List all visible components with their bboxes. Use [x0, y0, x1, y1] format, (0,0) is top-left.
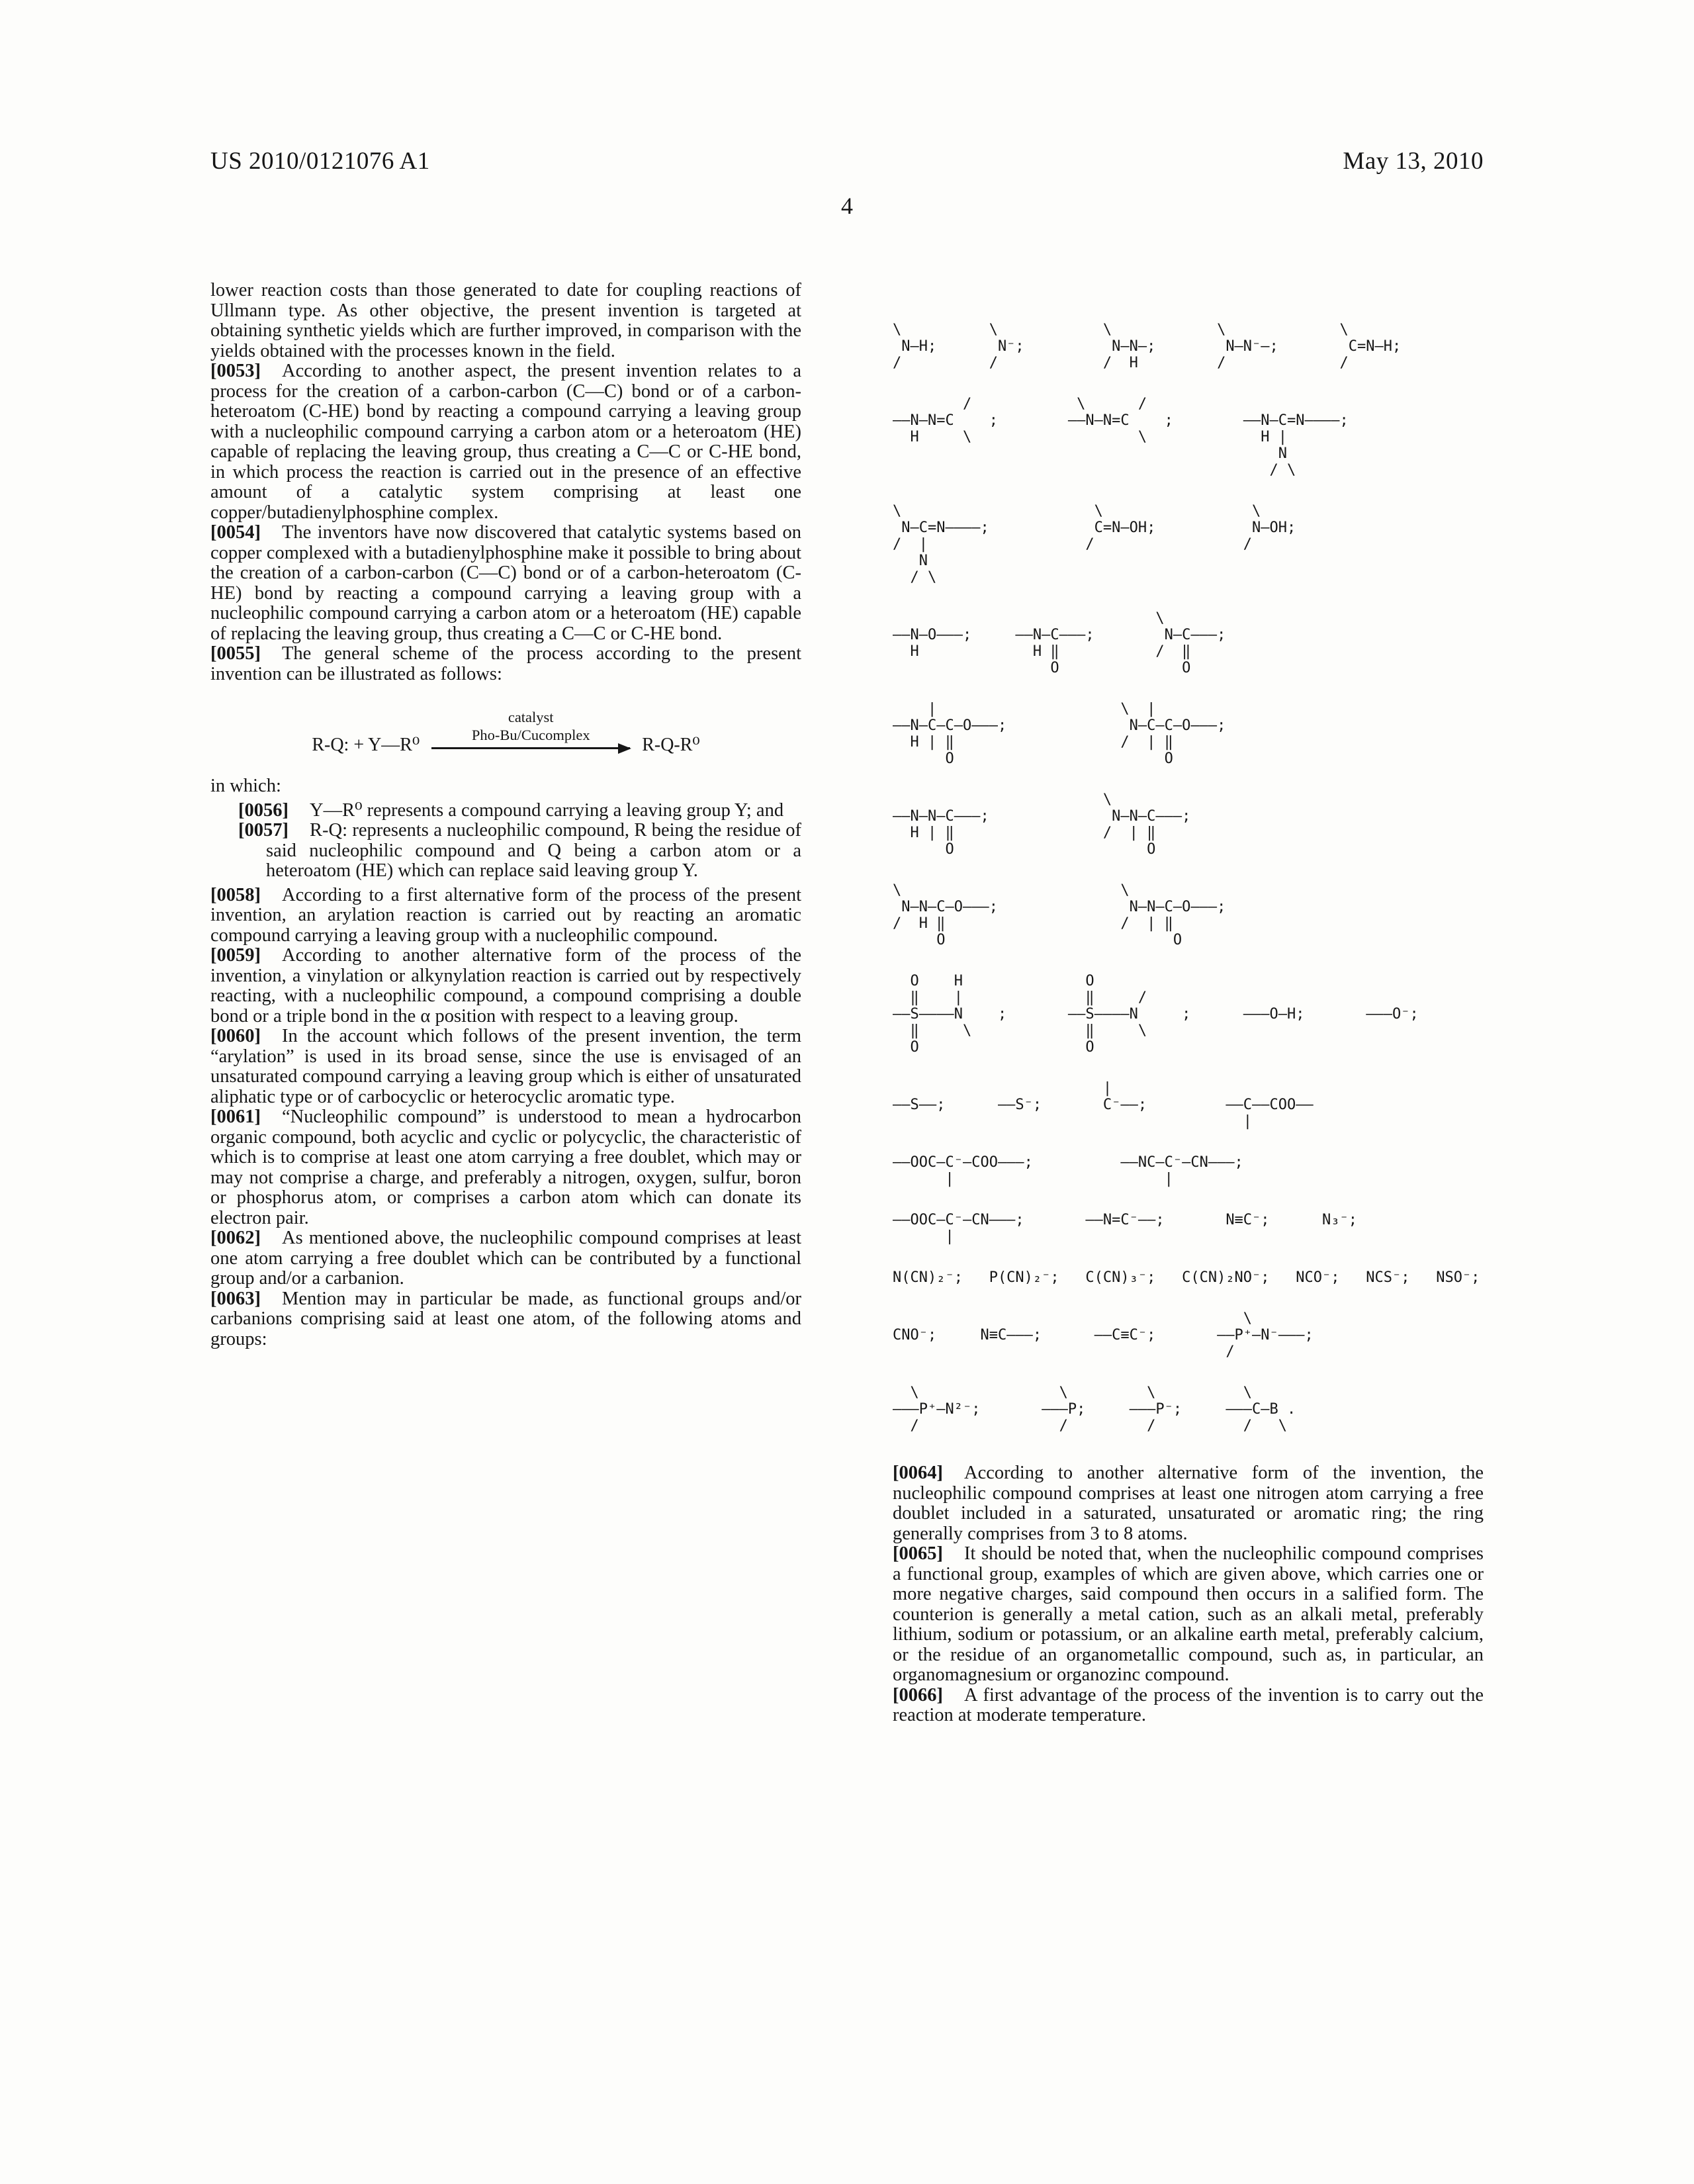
- paragraph-text: The general scheme of the process according to the present invention can be illustrated as follows:: [210, 643, 801, 684]
- structure-row-thio-carbanions: | ——S——; ——S⁻; C⁻——; ——C——COO—— |: [893, 1080, 1314, 1130]
- paragraph-text: According to another alternative form of the process of the invention, a vinylation or alkynylation reaction is carried out by respectively reacting, with a nucleophilic compound, a compound comprising a double bond or a triple bond in the α position with respect to a leaving group.: [210, 945, 801, 1026]
- structure-row-sulfonamides-hydroxyl: O H O ‖ | ‖ / ——S————N ; ——S————N ; ———O—H; ———O⁻; ‖ \ ‖ \ O O: [893, 973, 1419, 1056]
- paragraph-tag: [0061]: [210, 1107, 261, 1127]
- paragraph-tag: [0062]: [210, 1228, 261, 1248]
- paragraph-tag: [0059]: [210, 945, 261, 966]
- scheme-arrow: [431, 708, 630, 756]
- paragraph-text: Mention may in particular be made, as functional groups and/or carbanions comprising said at least one atom, of the following atoms and groups:: [210, 1288, 801, 1349]
- paragraph-text: According to another aspect, the present invention relates to a process for the creation of a carbon-carbon (C—C) bond or of a carbon-heteroatom (C-HE) bond by reacting a compound carrying a leaving group with a nucleophilic compound carrying a carbon atom or a heteroatom (HE) capable of replacing the leaving group, thus creating a C—C or C-HE bond, in which process the reaction is carried out in the presence of an effective amount of a catalytic system comprising at least one copper/butadienylphosphine complex.: [210, 361, 801, 523]
- structure-row-cyanoacetate-nitrile-azide: ——OOC—C⁻—CN———; ——N=C⁻——; N≡C⁻; N₃⁻; |: [893, 1212, 1357, 1245]
- scheme-catalyst-line2: Pho-Bu/Cucomplex: [471, 727, 590, 743]
- paragraph-0063: [210, 1289, 801, 1350]
- reaction-arrow-icon: [431, 747, 630, 749]
- paragraph-text: A first advantage of the process of the invention is to carry out the reaction at moderate temperature.: [893, 1684, 1484, 1725]
- paragraph-tag: [0064]: [893, 1463, 943, 1483]
- chemical-structures-list: [893, 281, 1484, 1434]
- paragraph-tag: [0060]: [210, 1026, 261, 1046]
- patent-number: US 2010/0121076 A1: [210, 148, 430, 175]
- structure-row-hydrazides: \ ——N—N—C———; N—N—C———; H | ‖ / | ‖ O O: [893, 792, 1191, 858]
- paragraph-tag: [0053]: [210, 361, 261, 381]
- publication-date: May 13, 2010: [1343, 148, 1484, 175]
- paragraph-0055: [210, 644, 801, 684]
- scheme-reactants: R-Q: + Y—R⁰: [312, 734, 420, 755]
- definitions-block: [210, 801, 801, 882]
- structure-row-hydrazide-esters: \ \ N—N—C—O———; N—N—C—O———; / H ‖ / | ‖ O O: [893, 882, 1226, 948]
- paragraph-0060: [210, 1026, 801, 1107]
- paragraph-continuation: [210, 281, 801, 361]
- paragraph-text: The inventors have now discovered that catalytic systems based on copper complexed with a butadienylphosphine make it possible to bring about the creation of a carbon-carbon (C—C) bond or of a carbon-heteroatom (C-HE) bond by reacting a compound carrying a leaving group with a nucleophilic compound carrying a carbon atom or a heteroatom (HE) capable of replacing the leaving group, thus creating a C—C or C-HE bond.: [210, 522, 801, 644]
- structure-row-amino-esters: | \ | ——N—C—C—O———; N—C—C—O———; H | ‖ / | ‖ O O: [893, 701, 1226, 767]
- paragraph-text: It should be noted that, when the nucleophilic compound comprises a functional group, examples of which are given above, which carries one or more negative charges, said compound then occurs in a salified form. The counterion is generally a metal cation, such as an alkali metal, preferably lithium, sodium or potassium, or an alkaline earth metal, preferably calcium, or the residue of an organometallic compound, such as, in particular, an organomagnesium or organozinc compound.: [893, 1543, 1484, 1685]
- paragraph-0058: [210, 886, 801, 946]
- structure-row-phosphines-borane: \ \ \ \ ———P⁺—N²⁻; ———P; ———P⁻; ———C—B . / / / / \: [893, 1385, 1296, 1434]
- paragraph-tag: [0065]: [893, 1543, 943, 1564]
- structure-row-cyanate-alkynyl-phosphazene: \ CNO⁻; N≡C———; ——C≡C⁻; ——P⁺—N⁻———; /: [893, 1310, 1314, 1360]
- scheme-catalyst-line1: catalyst: [508, 709, 554, 725]
- page-number: 4: [841, 193, 853, 219]
- paragraph-text: R-Q: represents a nucleophilic compound, R being the residue of said nucleophilic compound and Q being a carbon atom or a heteroatom (HE) which can replace said leaving group Y.: [266, 820, 801, 881]
- in-which-label: in which:: [210, 776, 281, 796]
- paragraph-0054: [210, 523, 801, 644]
- paragraph-tag: [0054]: [210, 522, 261, 543]
- paragraph-tag: [0058]: [210, 884, 261, 905]
- page-header: [210, 147, 1484, 175]
- paragraph-text: Y—R⁰ represents a compound carrying a leaving group Y; and: [309, 799, 784, 821]
- structure-row-malonate-malononitrile: ——OOC—C⁻—COO———; ——NC—C⁻—CN———; | |: [893, 1154, 1243, 1187]
- paragraph-text: lower reaction costs than those generated to date for coupling reactions of Ullmann type. As other objective, the present invention is targeted at obtaining synthetic yields which are further improved, in comparison with the yields obtained with the processes known in the field.: [210, 280, 801, 361]
- left-column: [210, 281, 801, 1726]
- paragraph-0053: [210, 361, 801, 523]
- paragraph-0064: [893, 1463, 1484, 1544]
- paragraph-text: In the account which follows of the present invention, the term “arylation” is used in its broad sense, since the use is envisaged of an unsaturated compound carrying a leaving group which is either of unsaturated aliphatic type or of carbocyclic or heterocyclic aromatic type.: [210, 1026, 801, 1107]
- paragraph-text: As mentioned above, the nucleophilic compound comprises at least one atom carrying a free doublet which can be contributed by a functional group and/or a carbanion.: [210, 1228, 801, 1289]
- structure-row-amines: \ \ \ \ \ N—H; N⁻; N—N—; N—N⁻—; C=N—H; / / / H / /: [893, 322, 1402, 371]
- paragraph-0057: [210, 821, 801, 882]
- paragraph-0059: [210, 946, 801, 1026]
- paragraph-tag: [0063]: [210, 1288, 261, 1309]
- paragraph-tag: [0057]: [238, 820, 289, 841]
- structure-row-hydrazones-amidines: / \ / ——N—N=C ; ——N—N=C ; ——N—C=N————; H \ \ H | N / \: [893, 396, 1349, 478]
- paragraph-tag: [0056]: [238, 799, 289, 821]
- content-columns: [210, 281, 1484, 1726]
- paragraph-0066: [893, 1686, 1484, 1726]
- paragraph-0056: [210, 801, 801, 821]
- paragraph-0061: [210, 1107, 801, 1228]
- structure-row-guanidine-oxime-hydroxylamine: \ \ \ N—C=N————; C=N—OH; N—OH; / | / / N / \: [893, 503, 1296, 586]
- structure-row-amides: \ ——N—O———; ——N—C———; N—C———; H H ‖ / ‖ O O: [893, 610, 1226, 676]
- paragraph-0062: [210, 1228, 801, 1289]
- right-column: [893, 281, 1484, 1726]
- paragraph-tag: [0055]: [210, 643, 261, 664]
- structure-row-anionic-groups: N(CN)₂⁻; P(CN)₂⁻; C(CN)₃⁻; C(CN)₂NO⁻; NCO⁻; NCS⁻; NSO⁻;: [893, 1269, 1480, 1286]
- scheme-product: R-Q-R⁰: [642, 734, 700, 755]
- reaction-scheme: [210, 708, 801, 756]
- paragraph-text: According to a first alternative form of the process of the present invention, an arylation reaction is carried out by reacting an aromatic compound carrying a leaving group with a nucleophilic compound.: [210, 884, 801, 946]
- right-column-paragraphs: [893, 1463, 1484, 1726]
- paragraph-text: According to another alternative form of the invention, the nucleophilic compound comprises at least one nitrogen atom carrying a free doublet included in a saturated, unsaturated or aromatic ring; the ring generally comprises from 3 to 8 atoms.: [893, 1463, 1484, 1544]
- paragraph-0065: [893, 1544, 1484, 1686]
- paragraph-tag: [0066]: [893, 1684, 943, 1706]
- paragraph-text: “Nucleophilic compound” is understood to mean a hydrocarbon organic compound, both acyclic and cyclic or polycyclic, the characteristic of which is to comprise at least one atom carrying a free doublet, which may or may not comprise a charge, and preferably a nitrogen, oxygen, sulfur, boron or phosphorus atom, or comprises a carbon atom which can donate its electron pair.: [210, 1107, 801, 1228]
